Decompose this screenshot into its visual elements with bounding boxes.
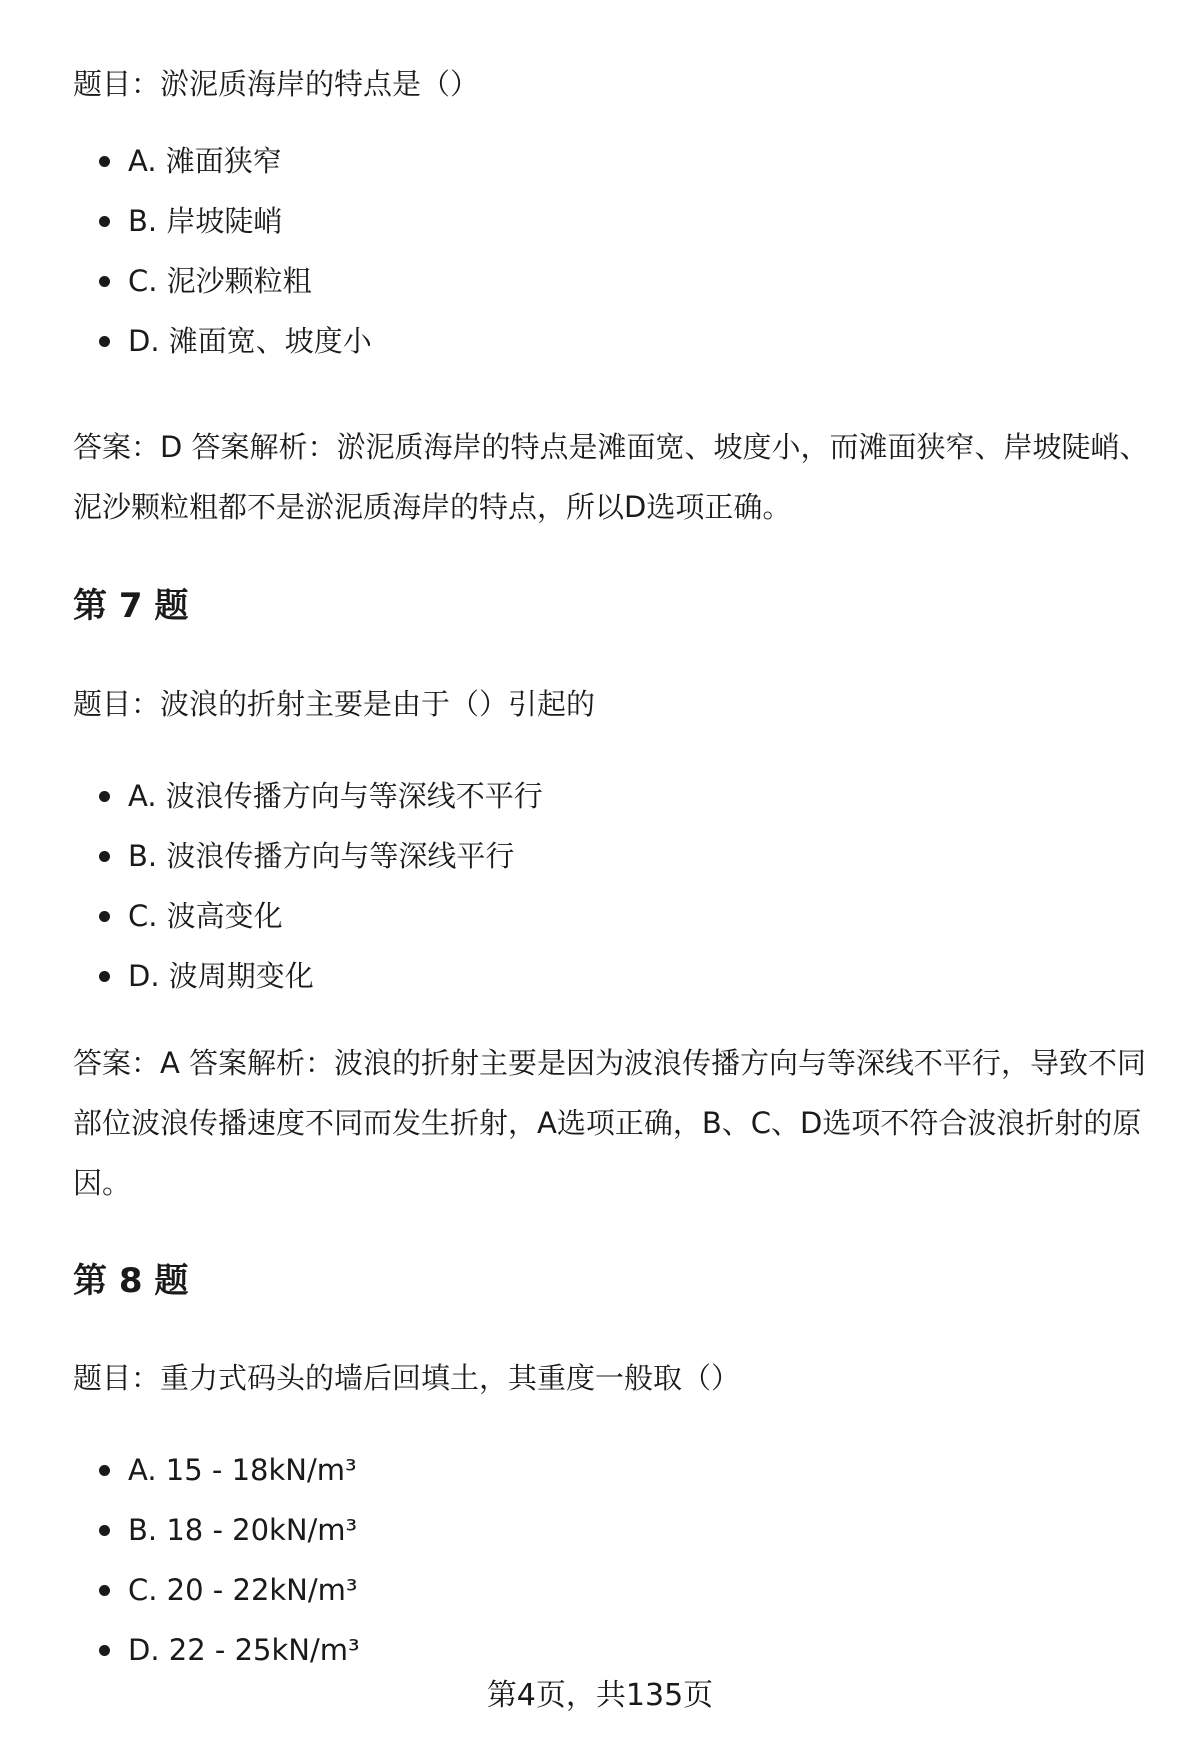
bullet-icon bbox=[99, 336, 110, 347]
bullet-icon bbox=[99, 851, 110, 862]
bullet-icon bbox=[99, 791, 110, 802]
question-heading: 第 7 题 bbox=[73, 586, 189, 626]
bullet-icon bbox=[99, 276, 110, 287]
option-item bbox=[73, 1620, 360, 1680]
option-label: C. 20 - 22kN/m³ bbox=[128, 1573, 358, 1607]
answer-explanation: 答案：A 答案解析：波浪的折射主要是因为波浪传播方向与等深线不平行，导致不同部位波浪传播速度不同而发生折射，A选项正确，B、C、D选项不符合波浪折射的原因。 bbox=[73, 1046, 1147, 1200]
bullet-icon bbox=[99, 1645, 110, 1656]
option-item bbox=[73, 311, 372, 371]
option-label: A. 波浪传播方向与等深线不平行 bbox=[128, 779, 543, 813]
answer-explanation: 答案：D 答案解析：淤泥质海岸的特点是滩面宽、坡度小，而滩面狭窄、岸坡陡峭、泥沙颗粒粗都不是淤泥质海岸的特点，所以D选项正确。 bbox=[73, 430, 1149, 524]
option-item bbox=[73, 1440, 360, 1500]
bullet-icon bbox=[99, 1585, 110, 1596]
page-footer: 第4页，共135页 bbox=[486, 1678, 714, 1713]
option-list bbox=[73, 131, 372, 371]
bullet-icon bbox=[99, 216, 110, 227]
question-text: 题目：淤泥质海岸的特点是（） bbox=[73, 67, 480, 101]
option-item bbox=[73, 1560, 360, 1620]
option-label: B. 岸坡陡峭 bbox=[128, 204, 283, 238]
option-label: C. 波高变化 bbox=[128, 899, 283, 933]
bullet-icon bbox=[99, 911, 110, 922]
option-item bbox=[73, 1500, 360, 1560]
option-label: D. 滩面宽、坡度小 bbox=[128, 324, 372, 358]
bullet-icon bbox=[99, 1465, 110, 1476]
option-label: A. 15 - 18kN/m³ bbox=[128, 1453, 357, 1487]
option-label: A. 滩面狭窄 bbox=[128, 144, 282, 178]
option-label: B. 波浪传播方向与等深线平行 bbox=[128, 839, 515, 873]
option-item bbox=[73, 766, 543, 826]
option-label: D. 波周期变化 bbox=[128, 959, 314, 993]
option-label: B. 18 - 20kN/m³ bbox=[128, 1513, 358, 1547]
option-list bbox=[73, 766, 543, 1006]
question-text: 题目：波浪的折射主要是由于（）引起的 bbox=[73, 687, 596, 721]
option-item bbox=[73, 886, 543, 946]
option-label: D. 22 - 25kN/m³ bbox=[128, 1633, 360, 1667]
option-label: C. 泥沙颗粒粗 bbox=[128, 264, 312, 298]
question-text: 题目：重力式码头的墙后回填土，其重度一般取（） bbox=[73, 1361, 741, 1395]
bullet-icon bbox=[99, 1525, 110, 1536]
option-item bbox=[73, 826, 543, 886]
option-item bbox=[73, 946, 543, 1006]
option-item bbox=[73, 251, 372, 311]
option-item bbox=[73, 131, 372, 191]
option-list bbox=[73, 1440, 360, 1680]
bullet-icon bbox=[99, 156, 110, 167]
question-heading: 第 8 题 bbox=[73, 1261, 189, 1301]
option-item bbox=[73, 191, 372, 251]
bullet-icon bbox=[99, 971, 110, 982]
